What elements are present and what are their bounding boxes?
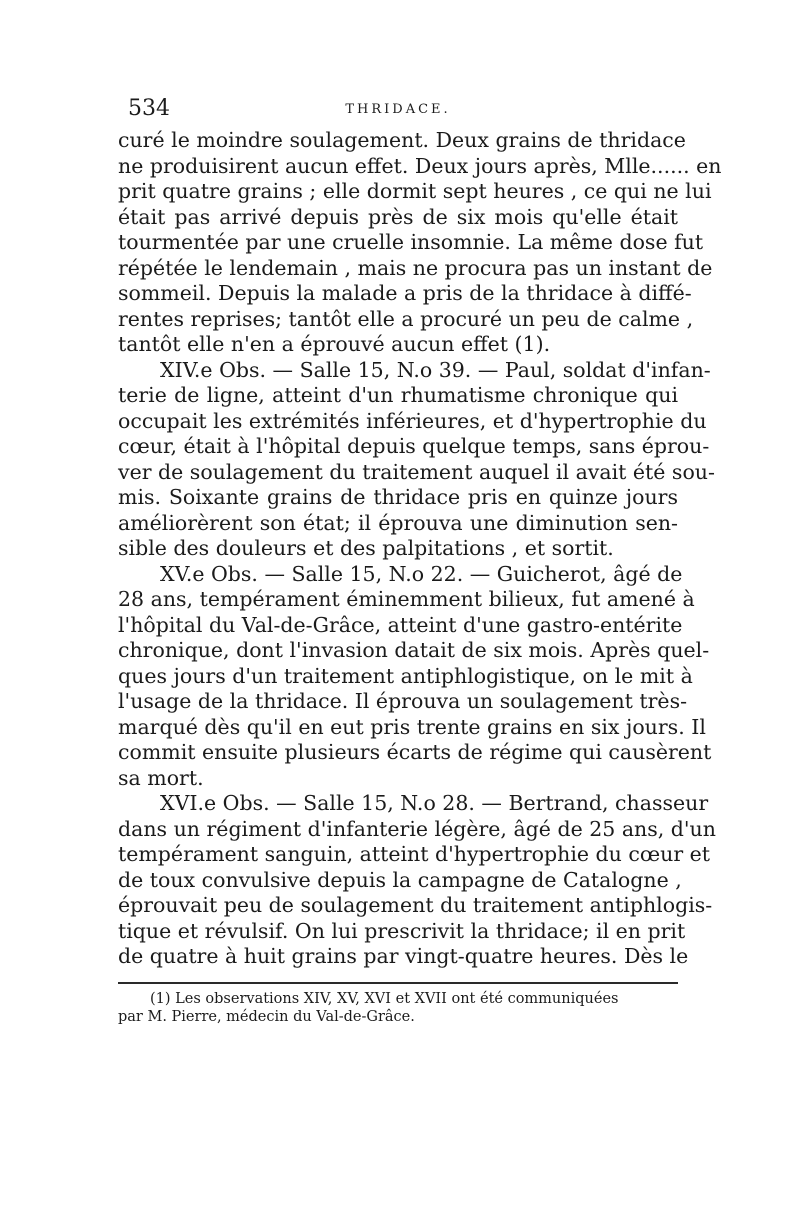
text-line: répétée le lendemain , mais ne procura pas un instant de [118,255,713,280]
text-line: dans un régiment d'infanterie légère, âgé de 25 ans, d'un [118,816,716,841]
text-line: éprouvait peu de soulagement du traitement antiphlogis- [118,893,713,917]
observation-heading-line: XVI.e Obs. — Salle 15, N.o 28. — Bertrand, chasseur [160,791,709,815]
text-line: curé le moindre soulagement. Deux grains de thridace [118,128,686,152]
footnote-rule [118,982,678,984]
text-line: améliorèrent son état; il éprouva une diminution sen- [118,510,678,535]
page-number: 534 [128,96,170,121]
text-line: l'usage de la thridace. Il éprouva un soulagement très- [118,689,688,713]
text-line: tourmentée par une cruelle insomnie. La même dose fut [118,230,704,254]
text-line: occupait les extrémités inférieures, et d'hypertrophie du [118,408,707,433]
text-line: ne produisirent aucun effet. Deux jours après, Mlle...... en [118,153,722,178]
text-line: sa mort. [118,765,204,790]
running-title: THRIDACE. [345,102,451,117]
footnote-line: par M. Pierre, médecin du Val-de-Grâce. [118,1008,415,1025]
text-line: tique et révulsif. On lui prescrivit la thridace; il en prit [118,918,686,943]
book-page [118,96,722,1026]
text-line: ques jours d'un traitement antiphlogistique, on le mit à [118,663,693,688]
page-header [118,96,678,126]
text-line: 28 ans, tempérament éminemment bilieux, fut amené à [118,587,695,611]
text-line: prit quatre grains ; elle dormit sept heures , ce qui ne lui [118,179,712,203]
text-line: ver de soulagement du traitement auquel il avait été sou- [118,459,715,484]
text-line: tempérament sanguin, atteint d'hypertrophie du cœur et [118,842,711,866]
text-line: marqué dès qu'il en eut pris trente grains en six jours. Il [118,714,706,739]
text-line: sible des douleurs et des palpitations , et sortit. [118,536,614,560]
body-text [118,128,722,970]
observation-heading-line: XIV.e Obs. — Salle 15, N.o 39. — Paul, soldat d'infan- [160,357,711,382]
text-line: terie de ligne, atteint d'un rhumatisme chronique qui [118,383,678,407]
footnote-line: (1) Les observations XIV, XV, XVI et XVII ont été communiquées [150,990,619,1007]
text-line: sommeil. Depuis la malade a pris de la thridace à diffé- [118,281,692,305]
text-line: était pas arrivé depuis près de six mois qu'elle était [118,204,678,229]
observation-heading-line: XV.e Obs. — Salle 15, N.o 22. — Guicherot, âgé de [160,561,683,586]
text-line: tantôt elle n'en a éprouvé aucun effet (1). [118,332,551,356]
text-line: mis. Soixante grains de thridace pris en quinze jours [118,485,678,509]
footnotes [118,990,678,1026]
text-line: chronique, dont l'invasion datait de six mois. Après quel- [118,638,710,662]
text-line: commit ensuite plusieurs écarts de régime qui causèrent [118,740,712,764]
text-line: cœur, était à l'hôpital depuis quelque temps, sans éprou- [118,434,710,458]
text-line: rentes reprises; tantôt elle a procuré un peu de calme , [118,306,694,331]
text-line: de quatre à huit grains par vingt-quatre heures. Dès le [118,944,689,968]
text-line: de toux convulsive depuis la campagne de Catalogne , [118,867,682,892]
text-line: l'hôpital du Val-de-Grâce, atteint d'une gastro-entérite [118,612,683,637]
